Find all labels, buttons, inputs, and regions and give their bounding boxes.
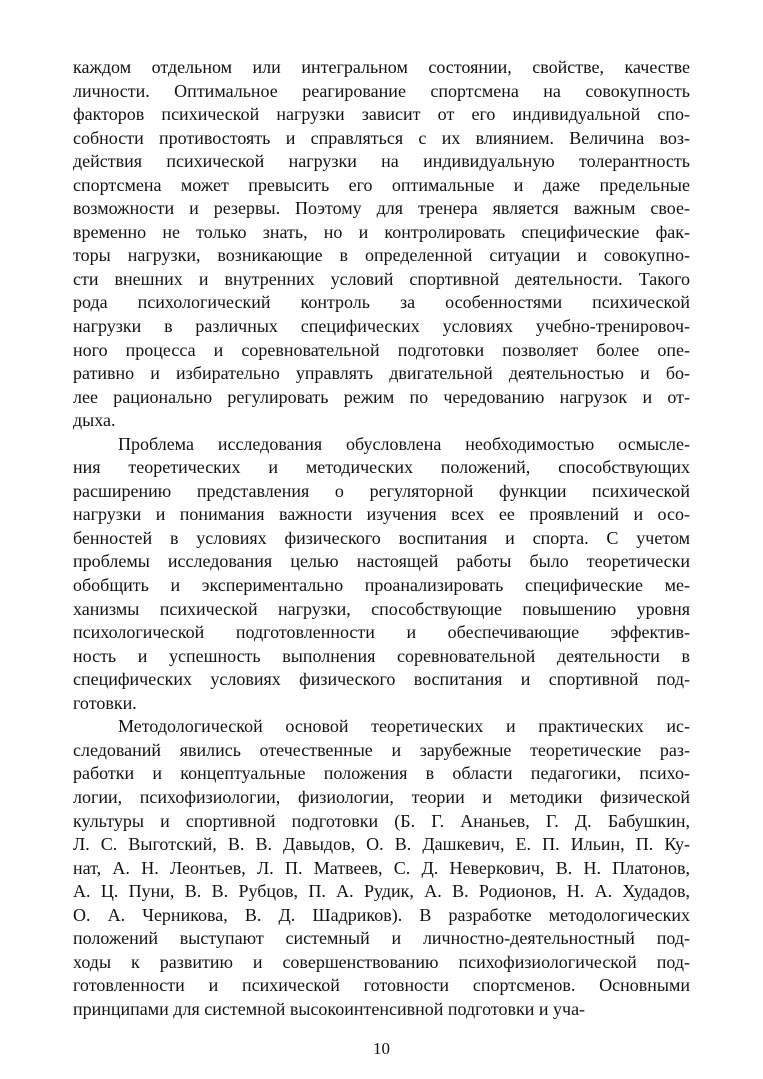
- text-line: действия психической нагрузки на индивидуальную толерантность: [73, 151, 690, 172]
- text-line: проблемы исследования целью настоящей работы было теоретически: [73, 551, 690, 572]
- text-line: собности противостоять и справляться с их влиянием. Величина воз-: [73, 127, 690, 148]
- text-line: бенностей в условиях физического воспитания и спорта. С учетом: [73, 527, 690, 548]
- text-line: Л. С. Выготский, В. В. Давыдов, О. В. Дашкевич, Е. П. Ильин, П. Ку-: [73, 834, 690, 855]
- text-line: специфических условиях физического воспитания и спортивной под-: [73, 669, 690, 690]
- text-line: ния теоретических и методических положений, способствующих: [73, 457, 690, 478]
- page-body: [73, 56, 690, 1021]
- paragraph: [73, 433, 690, 716]
- text-line: каждом отдельном или интегральном состоянии, свойстве, качестве: [73, 57, 690, 77]
- text-line: рода психологический контроль за особенностями психической: [73, 292, 690, 313]
- text-line: ходы к развитию и совершенствованию психофизиологической под-: [73, 951, 690, 972]
- text-line: принципами для системной высокоинтенсивной подготовки и уча-: [73, 998, 586, 1019]
- text-line: обобщить и экспериментально проанализировать специфические ме-: [73, 575, 690, 596]
- text-line: нагрузки и понимания важности изучения всех ее проявлений и осо-: [73, 504, 690, 525]
- text-line: факторов психической нагрузки зависит от его индивидуальной спо-: [73, 104, 690, 125]
- text-line: готовки.: [73, 692, 137, 713]
- text-line: расширению представления о регуляторной функции психической: [73, 480, 690, 501]
- text-line: А. Ц. Пуни, В. В. Рубцов, П. А. Рудик, А. В. Родионов, Н. А. Худадов,: [73, 881, 690, 902]
- text-line: следований явились отечественные и зарубежные теоретические раз-: [73, 739, 690, 760]
- text-line: ного процесса и соревновательной подготовки позволяет более опе-: [73, 339, 690, 360]
- paragraph: [73, 56, 690, 433]
- text-line: дыха.: [73, 410, 116, 431]
- text-line: ханизмы психической нагрузки, способствующие повышению уровня: [73, 598, 690, 619]
- page-number: 10: [373, 1039, 390, 1058]
- text-line: нат, А. Н. Леонтьев, Л. П. Матвеев, С. Д. Неверкович, В. Н. Платонов,: [73, 857, 690, 878]
- text-line: спортсмена может превысить его оптимальные и даже предельные: [73, 174, 690, 195]
- text-line: О. А. Черникова, В. Д. Шадриков). В разработке методологических: [73, 904, 690, 925]
- text-line: Методологической основой теоретических и практических ис-: [118, 716, 690, 737]
- text-line: нагрузки в различных специфических условиях учебно-тренировоч-: [73, 316, 690, 337]
- text-line: положений выступают системный и личностно-деятельностный под-: [73, 928, 690, 949]
- paragraph: [73, 715, 690, 1021]
- text-line: лее рационально регулировать режим по чередованию нагрузок и от-: [73, 386, 690, 407]
- text-line: работки и концептуальные положения в области педагогики, психо-: [73, 763, 690, 784]
- text-line: ративно и избирательно управлять двигательной деятельностью и бо-: [73, 363, 690, 384]
- text-line: психологической подготовленности и обеспечивающие эффектив-: [73, 622, 690, 643]
- text-line: личности. Оптимальное реагирование спортсмена на совокупность: [73, 80, 690, 101]
- text-line: Проблема исследования обусловлена необходимостью осмысле-: [118, 433, 690, 454]
- text-line: временно не только знать, но и контролировать специфические фак-: [73, 221, 690, 242]
- text-line: логии, психофизиологии, физиологии, теории и методики физической: [73, 786, 690, 807]
- text-line: культуры и спортивной подготовки (Б. Г. Ананьев, Г. Д. Бабушкин,: [73, 810, 690, 831]
- text-line: торы нагрузки, возникающие в определенной ситуации и совокупно-: [73, 245, 690, 266]
- text-line: ность и успешность выполнения соревновательной деятельности в: [73, 645, 690, 666]
- text-line: готовленности и психической готовности спортсменов. Основными: [73, 975, 690, 996]
- text-line: возможности и резервы. Поэтому для тренера является важным свое-: [73, 198, 690, 219]
- text-line: сти внешних и внутренних условий спортивной деятельности. Такого: [73, 268, 690, 289]
